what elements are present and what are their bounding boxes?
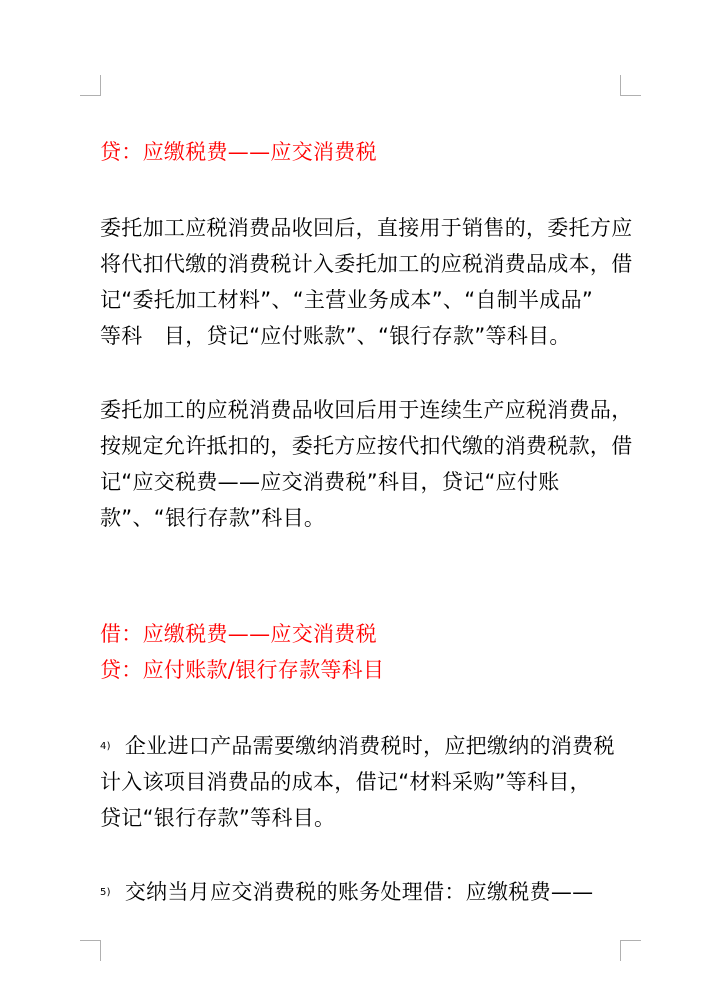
text-line: 委托加工应税消费品收回后，直接用于销售的，委托方应 [100,216,633,240]
text-line: 等科 目，贷记“应付账款”、“银行存款”等科目。 [100,324,571,348]
text-line: 委托加工的应税消费品收回后用于连续生产应税消费品， [100,398,633,422]
list-number: 4) [100,741,111,752]
text-line: 交纳当月应交消费税的账务处理借：应缴税费—— [124,880,594,904]
credit-entry: 贷：应付账款/银行存款等科目 [100,658,385,682]
list-number: 5) [100,887,111,898]
text-line: 贷记“银行存款”等科目。 [100,806,336,830]
credit-entry-top: 贷：应缴税费——应交消费税 [100,140,377,164]
text-line: 计入该项目消费品的成本，借记“材料采购”等科目， [100,770,591,794]
text-line: 款”、“银行存款”科目。 [100,506,326,530]
debit-entry: 借：应缴税费——应交消费税 [100,622,377,646]
text-line: 记“委托加工材料”、“主营业务成本”、“自制半成品” [100,288,594,312]
text-line: 将代扣代缴的消费税计入委托加工的应税消费品成本，借 [100,252,633,276]
text-line: 按规定允许抵扣的，委托方应按代扣代缴的消费税款，借 [100,434,633,458]
text-line: 记“应交税费——应交消费税”科目，贷记“应付账 [100,470,560,494]
text-line: 企业进口产品需要缴纳消费税时，应把缴纳的消费税 [124,734,615,758]
